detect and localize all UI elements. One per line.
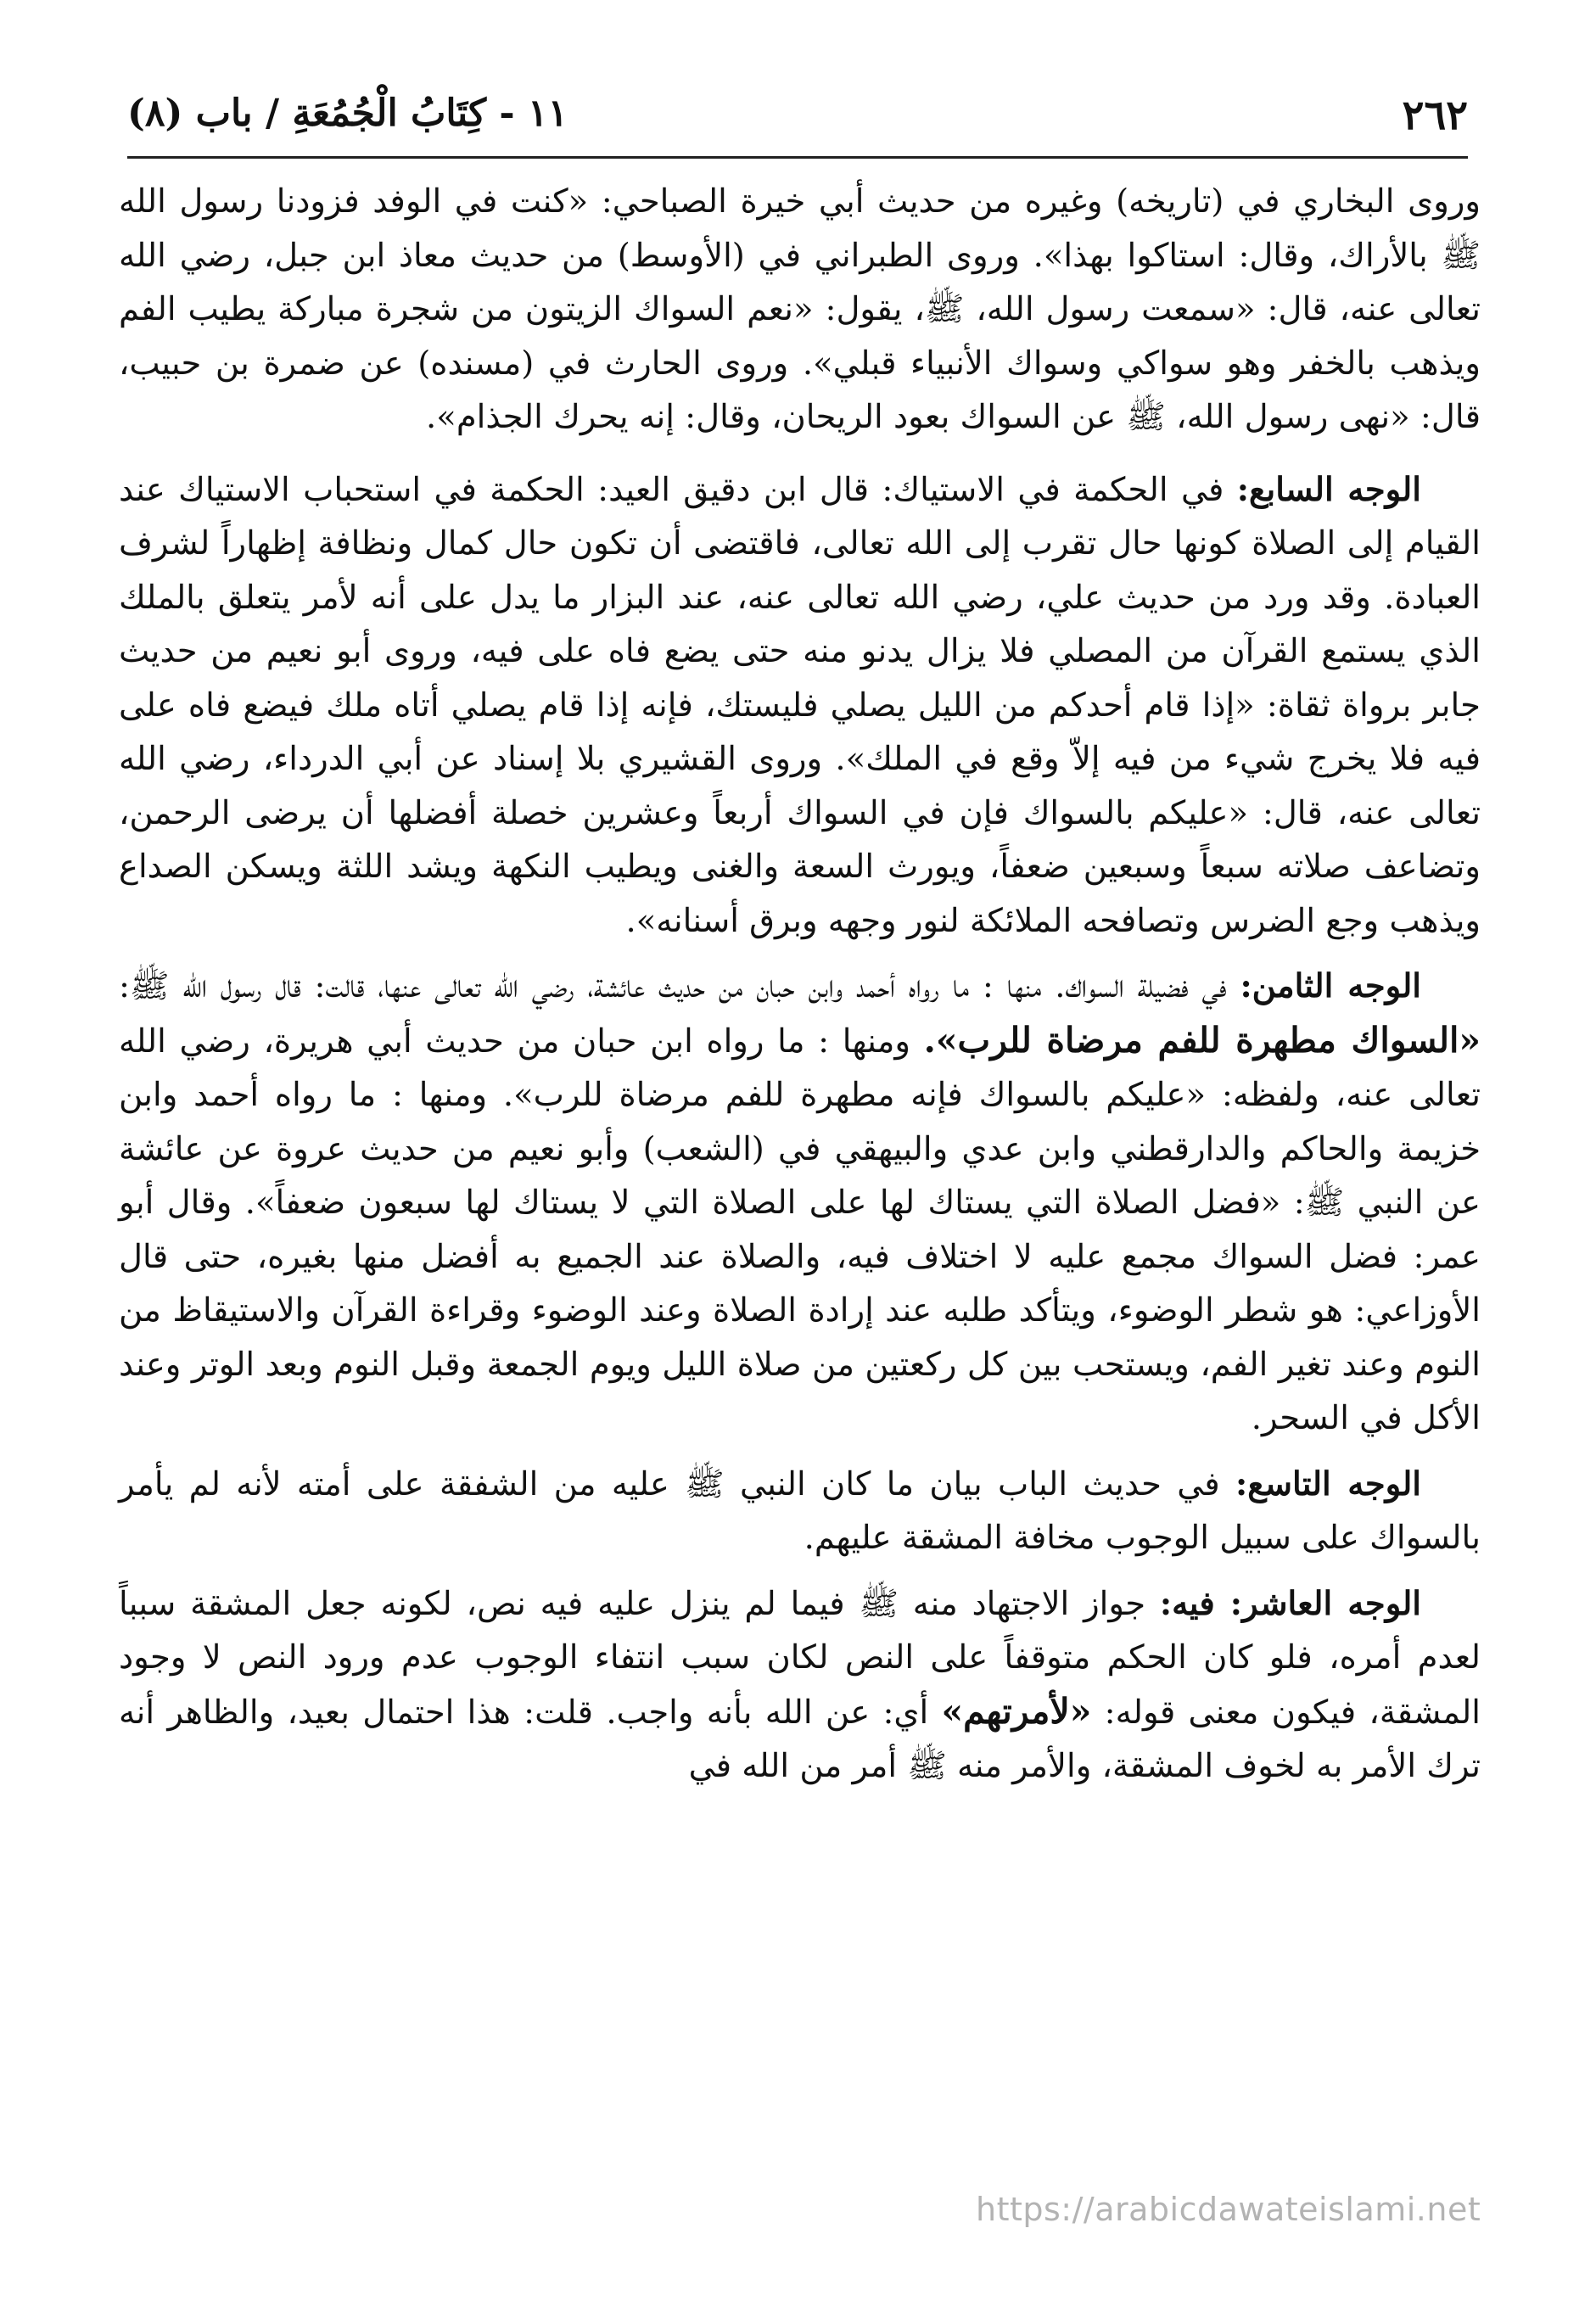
paragraph-text: في الحكمة في الاستياك: قال ابن دقيق العيد: الحكمة في استحباب الاستياك عند القيام إلى الصلاة كونها حال تقرب إلى الله تعالى، فاقتضى أن تكون حال كمال ونظافة إظهاراً لشرف العبادة. وقد ورد من حديث علي، رضي الله تعالى عنه، عند البزار ما يدل على أنه لأمر يتعلق بالملك الذي يستمع القرآن من المصلي فلا يزال يدنو منه حتى يضع فاه على فيه، وروى أبو نعيم من حديث جابر برواة ثقاة: «إذا قام أحدكم من الليل يصلي فليستك، فإنه إذا قام يصلي أتاه ملك فيضع فاه على فيه فلا يخرج شيء من فيه إلاّ وقع في الملك». وروى القشيري بلا إسناد عن أبي الدرداء، رضي الله تعالى عنه، قال: «عليكم بالسواك فإن في السواك أربعاً وعشرين خصلة أفضلها أن يرضى الرحمن، وتضاعف صلاته سبعاً وسبعين ضعفاً، ويورث السعة والغنى ويطيب النكهة ويشد اللثة ويسكن الصداع ويذهب وجع الضرس وتصافحه الملائكة لنور وجهه وبرق أسنانه». [119, 470, 1481, 940]
section-heading: الوجه العاشر: فيه: [1159, 1584, 1422, 1623]
paragraph-eighth-aspect [119, 960, 1481, 1446]
paragraph-tenth-aspect [119, 1577, 1481, 1794]
main-text [119, 175, 1481, 1806]
paragraph-text: وروى البخاري في (تاريخه) وغيره من حديث أبي خيرة الصباحي: «كنت في الوفد فزودنا رسول الله ﷺ بالأراك، وقال: استاكوا بهذا». وروى الطبراني في (الأوسط) من حديث معاذ ابن جبل، رضي الله تعالى عنه، قال: «سمعت رسول الله، ﷺ، يقول: «نعم السواك الزيتون من شجرة مباركة يطيب الفم ويذهب بالخفر وهو سواكي وسواك الأنبياء قبلي». وروى الحارث في (مسنده) عن ضمرة بن حبيب، قال: «نهى رسول الله، ﷺ عن السواك بعود الريحان، وقال: إنه يحرك الجذام». [119, 182, 1481, 436]
paragraph-intro [119, 175, 1481, 445]
section-heading: الوجه الثامن: [1240, 967, 1422, 1005]
paragraph-text: جواز الاجتهاد منه ﷺ فيما لم ينزل عليه فيه نص، لكونه جعل المشقة سبباً لعدم أمره، فلو كان الحكم متوقفاً على النص لكان سبب انتفاء الوجوب عدم ورود النص لا وجود المشقة، فيكون معنى قوله: [119, 1584, 1481, 1732]
watermark-url: https://arabicdawateislami.net [976, 2191, 1481, 2228]
header-divider [127, 156, 1468, 159]
paragraph-text: في فضيلة السواك. منها : ما رواه أحمد وابن حبان من حديث عائشة، رضي الله تعالى عنها، قالت: قال رسول الله ﷺ: [119, 967, 1240, 1005]
section-heading: الوجه التاسع: [1235, 1464, 1421, 1503]
section-heading: الوجه السابع: [1236, 470, 1421, 509]
paragraph-text-continued: أي: عن الله بأنه واجب. قلت: هذا احتمال بعيد، والظاهر أنه ترك الأمر به لخوف المشقة، والأمر منه ﷺ أمر من الله في [119, 1693, 1481, 1785]
running-title: ١١ - كِتَابُ الْجُمُعَةِ / باب (٨) [127, 92, 568, 135]
paragraph-seventh-aspect [119, 463, 1481, 949]
page-number: ٢٦٢ [1402, 92, 1468, 139]
paragraph-text: في حديث الباب بيان ما كان النبي ﷺ عليه من الشفقة على أمته لأنه لم يأمر بالسواك على سبيل الوجوب مخافة المشقة عليهم. [119, 1464, 1481, 1557]
page-header [127, 85, 1468, 153]
paragraph-ninth-aspect [119, 1458, 1481, 1565]
emphasized-quote: «لأمرتهم» [941, 1690, 1092, 1732]
paragraph-text-continued: ومنها : ما رواه ابن حبان من حديث أبي هريرة، رضي الله تعالى عنه، ولفظه: «عليكم بالسواك فإنه مطهرة للفم مرضاة للرب». ومنها : ما رواه أحمد وابن خزيمة والحاكم والدارقطني وابن عدي والبيهقي في (الشعب) وأبو نعيم من حديث عروة عن عائشة عن النبي ﷺ: «فضل الصلاة التي يستاك لها على الصلاة التي لا يستاك لها سبعون ضعفاً». وقال أبو عمر: فضل السواك مجمع عليه لا اختلاف فيه، والصلاة عند الجميع به أفضل منها بغيره، حتى قال الأوزاعي: هو شطر الوضوء، ويتأكد طلبه عند إرادة الصلاة وعند الوضوء وقراءة القرآن والاستيقاظ من النوم وعند تغير الفم، ويستحب بين كل ركعتين من صلاة الليل ويوم الجمعة وقبل النوم وبعد الوتر وعند الأكل في السحر. [119, 1022, 1481, 1437]
emphasized-hadith: «السواك مطهرة للفم مرضاة للرب». [923, 1019, 1481, 1061]
